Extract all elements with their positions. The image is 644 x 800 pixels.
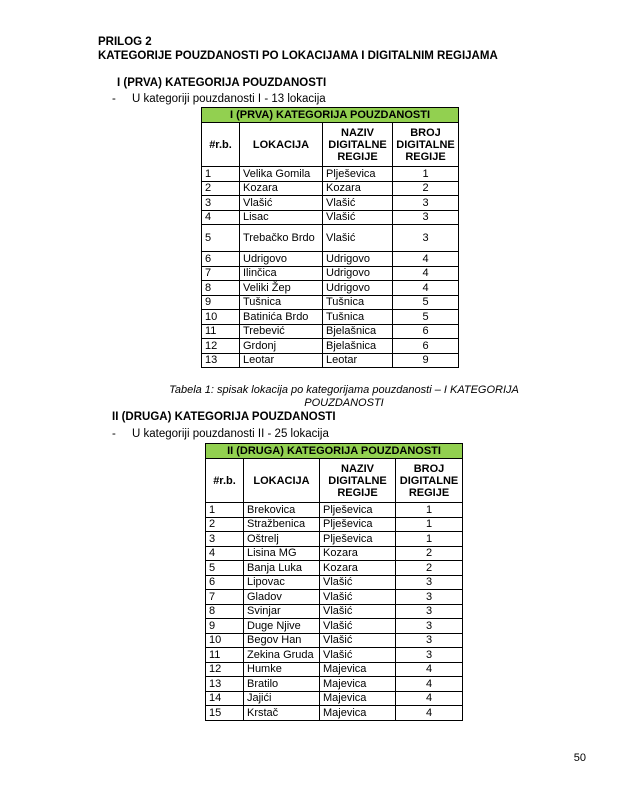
row-number: 4 (202, 210, 240, 225)
table-row (206, 590, 463, 605)
region-name-cell: Kozara (320, 546, 396, 561)
row-number: 9 (206, 619, 244, 634)
region-name-cell: Majevica (320, 662, 396, 677)
region-number-cell: 5 (393, 310, 459, 325)
location-cell: Svinjar (244, 604, 320, 619)
location-cell: Trebević (240, 324, 323, 339)
col-header-broj: BROJ DIGITALNE REGIJE (396, 459, 463, 503)
location-cell: Krstač (244, 706, 320, 721)
row-number: 3 (206, 532, 244, 547)
row-number: 4 (206, 546, 244, 561)
table-row (202, 196, 459, 211)
table-row (206, 706, 463, 721)
row-number: 8 (206, 604, 244, 619)
location-cell: Banja Luka (244, 561, 320, 576)
location-cell: Veliki Žep (240, 281, 323, 296)
location-cell: Leotar (240, 353, 323, 368)
region-number-cell: 9 (393, 353, 459, 368)
region-number-cell: 3 (396, 619, 463, 634)
region-number-cell: 2 (396, 561, 463, 576)
region-number-cell: 4 (396, 706, 463, 721)
location-cell: Velika Gomila (240, 167, 323, 182)
table-row (206, 532, 463, 547)
table-row (206, 619, 463, 634)
row-number: 15 (206, 706, 244, 721)
row-number: 14 (206, 691, 244, 706)
region-name-cell: Udrigovo (323, 266, 393, 281)
region-number-cell: 2 (396, 546, 463, 561)
table-row (202, 167, 459, 182)
region-number-cell: 1 (396, 532, 463, 547)
region-name-cell: Plješevica (320, 503, 396, 518)
region-number-cell: 5 (393, 295, 459, 310)
table-row (202, 324, 459, 339)
region-name-cell: Vlašić (320, 604, 396, 619)
location-cell: Batinića Brdo (240, 310, 323, 325)
location-cell: Tušnica (240, 295, 323, 310)
location-cell: Brekovica (244, 503, 320, 518)
table-row (202, 181, 459, 196)
row-number: 13 (206, 677, 244, 692)
cat2-heading: II (DRUGA) KATEGORIJA POUZDANOSTI (112, 411, 336, 423)
region-number-cell: 4 (393, 266, 459, 281)
location-cell: Begov Han (244, 633, 320, 648)
region-number-cell: 4 (393, 281, 459, 296)
table-row (202, 353, 459, 368)
table-row (202, 295, 459, 310)
region-name-cell: Tušnica (323, 310, 393, 325)
location-cell: Ilinčica (240, 266, 323, 281)
region-number-cell: 4 (396, 677, 463, 692)
page-number: 50 (573, 752, 586, 764)
cat2-table-banner: II (DRUGA) KATEGORIJA POUZDANOSTI (206, 444, 463, 459)
col-header-rb: #r.b. (206, 459, 244, 503)
region-name-cell: Udrigovo (323, 252, 393, 267)
table-row (206, 546, 463, 561)
row-number: 10 (202, 310, 240, 325)
region-number-cell: 1 (393, 167, 459, 182)
row-number: 12 (206, 662, 244, 677)
region-number-cell: 6 (393, 339, 459, 354)
row-number: 11 (202, 324, 240, 339)
location-cell: Grdonj (240, 339, 323, 354)
table-row (202, 225, 459, 252)
table-row (202, 252, 459, 267)
region-name-cell: Tušnica (323, 295, 393, 310)
region-number-cell: 3 (396, 575, 463, 590)
row-number: 6 (206, 575, 244, 590)
region-number-cell: 4 (396, 691, 463, 706)
region-number-cell: 1 (396, 503, 463, 518)
location-cell: Gladov (244, 590, 320, 605)
region-name-cell: Vlašić (320, 633, 396, 648)
region-number-cell: 6 (393, 324, 459, 339)
col-header-broj: BROJ DIGITALNE REGIJE (393, 123, 459, 167)
region-number-cell: 3 (393, 225, 459, 252)
table-row (202, 339, 459, 354)
region-name-cell: Vlašić (323, 196, 393, 211)
region-number-cell: 4 (396, 662, 463, 677)
table-row (206, 604, 463, 619)
table-row (206, 561, 463, 576)
row-number: 2 (202, 181, 240, 196)
col-header-lokacija: LOKACIJA (244, 459, 320, 503)
region-number-cell: 2 (393, 181, 459, 196)
region-name-cell: Udrigovo (323, 281, 393, 296)
table-row (206, 517, 463, 532)
region-number-cell: 3 (393, 210, 459, 225)
row-number: 1 (206, 503, 244, 518)
row-number: 5 (202, 225, 240, 252)
cat1-bullet: - U kategoriji pouzdanosti I - 13 lokacija (112, 93, 326, 105)
col-header-naziv: NAZIV DIGITALNE REGIJE (320, 459, 396, 503)
row-number: 10 (206, 633, 244, 648)
region-name-cell: Plješevica (320, 532, 396, 547)
region-number-cell: 4 (393, 252, 459, 267)
row-number: 13 (202, 353, 240, 368)
table-row (206, 677, 463, 692)
region-name-cell: Majevica (320, 677, 396, 692)
table-row (202, 310, 459, 325)
region-name-cell: Vlašić (323, 210, 393, 225)
table-row (202, 210, 459, 225)
cat1-table (201, 107, 459, 368)
region-name-cell: Plješevica (320, 517, 396, 532)
table-row (202, 281, 459, 296)
region-name-cell: Bjelašnica (323, 339, 393, 354)
region-number-cell: 3 (396, 648, 463, 663)
row-number: 9 (202, 295, 240, 310)
table-row (206, 575, 463, 590)
row-number: 6 (202, 252, 240, 267)
col-header-lokacija: LOKACIJA (240, 123, 323, 167)
row-number: 12 (202, 339, 240, 354)
annex-label: PRILOG 2 (98, 36, 152, 48)
table-row (206, 691, 463, 706)
location-cell: Lipovac (244, 575, 320, 590)
location-cell: Oštrelj (244, 532, 320, 547)
region-name-cell: Majevica (320, 706, 396, 721)
region-name-cell: Leotar (323, 353, 393, 368)
row-number: 3 (202, 196, 240, 211)
table-row (206, 662, 463, 677)
region-name-cell: Plješevica (323, 167, 393, 182)
region-number-cell: 3 (393, 196, 459, 211)
region-number-cell: 1 (396, 517, 463, 532)
location-cell: Zekina Gruda (244, 648, 320, 663)
region-number-cell: 3 (396, 590, 463, 605)
row-number: 5 (206, 561, 244, 576)
location-cell: Humke (244, 662, 320, 677)
region-name-cell: Vlašić (320, 648, 396, 663)
row-number: 8 (202, 281, 240, 296)
region-name-cell: Vlašić (320, 590, 396, 605)
cat1-caption: Tabela 1: spisak lokacija po kategorijama pouzdanosti – I KATEGORIJA POUZDANOSTI (169, 384, 519, 409)
region-name-cell: Bjelašnica (323, 324, 393, 339)
row-number: 2 (206, 517, 244, 532)
cat2-table (205, 443, 463, 721)
location-cell: Bratilo (244, 677, 320, 692)
table-row (206, 648, 463, 663)
row-number: 7 (202, 266, 240, 281)
region-name-cell: Vlašić (323, 225, 393, 252)
location-cell: Kozara (240, 181, 323, 196)
location-cell: Lisina MG (244, 546, 320, 561)
table-row (206, 633, 463, 648)
region-number-cell: 3 (396, 604, 463, 619)
region-name-cell: Majevica (320, 691, 396, 706)
cat2-bullet-text: U kategoriji pouzdanosti II - 25 lokacija (132, 428, 329, 440)
row-number: 7 (206, 590, 244, 605)
location-cell: Trebačko Brdo (240, 225, 323, 252)
col-header-rb: #r.b. (202, 123, 240, 167)
location-cell: Duge Njive (244, 619, 320, 634)
table-row (206, 503, 463, 518)
location-cell: Stražbenica (244, 517, 320, 532)
cat1-bullet-text: U kategoriji pouzdanosti I - 13 lokacija (132, 93, 326, 105)
col-header-naziv: NAZIV DIGITALNE REGIJE (323, 123, 393, 167)
cat1-heading: I (PRVA) KATEGORIJA POUZDANOSTI (117, 77, 327, 89)
location-cell: Vlašić (240, 196, 323, 211)
cat2-bullet: - U kategoriji pouzdanosti II - 25 lokacija (112, 428, 329, 440)
region-name-cell: Kozara (323, 181, 393, 196)
location-cell: Udrigovo (240, 252, 323, 267)
row-number: 1 (202, 167, 240, 182)
location-cell: Lisac (240, 210, 323, 225)
cat1-table-banner: I (PRVA) KATEGORIJA POUZDANOSTI (202, 108, 459, 123)
document-title: KATEGORIJE POUZDANOSTI PO LOKACIJAMA I DIGITALNIM REGIJAMA (98, 50, 498, 62)
region-name-cell: Vlašić (320, 575, 396, 590)
region-name-cell: Vlašić (320, 619, 396, 634)
location-cell: Jajići (244, 691, 320, 706)
table-row (202, 266, 459, 281)
region-number-cell: 3 (396, 633, 463, 648)
region-name-cell: Kozara (320, 561, 396, 576)
row-number: 11 (206, 648, 244, 663)
